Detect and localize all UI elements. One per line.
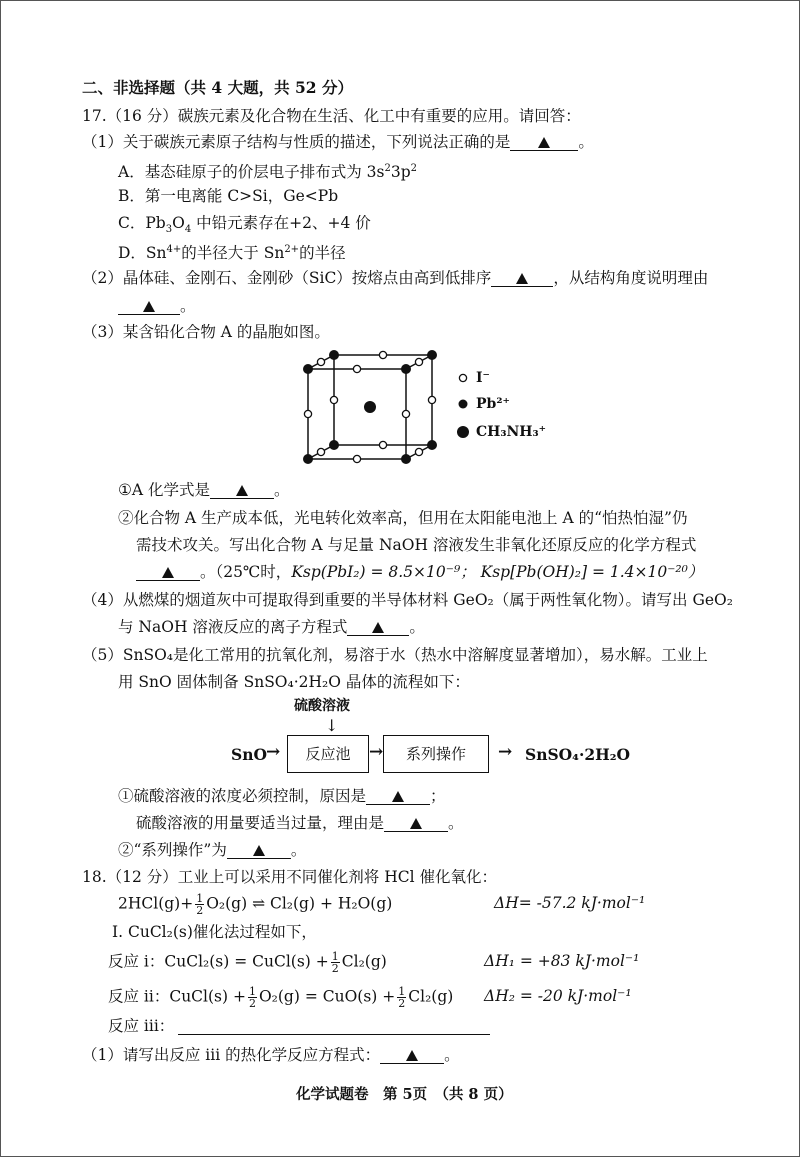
- answer-blank[interactable]: [366, 786, 430, 805]
- q17-p5-a2: 硫酸溶液的用量要适当过量，理由是 。: [136, 814, 464, 832]
- flow-box-operations: 系列操作: [383, 735, 489, 773]
- iodide-ion: [402, 410, 409, 417]
- q17-p2: （2）晶体硅、金刚石、金刚砂（SiC）按熔点由高到低排序 ，从结构角度说明理由: [82, 269, 709, 287]
- right-arrow-icon: →: [266, 742, 281, 762]
- triangle-icon: [516, 273, 528, 284]
- fraction-half: $\frac{1}{2}$: [196, 892, 204, 917]
- cation-corner: [401, 364, 411, 374]
- q17-option-c: C．$Pb_3O_4$ 中铅元素存在+2、+4 价: [118, 214, 371, 236]
- answer-blank[interactable]: [510, 132, 578, 151]
- answer-blank[interactable]: [384, 813, 448, 832]
- q17-p3a: ①A 化学式是 。: [118, 481, 290, 499]
- q17-p3b-line1: ②化合物 A 生产成本低，光电转化效率高，但用在太阳能电池上 A 的“怕热怕湿”仍: [118, 509, 688, 527]
- q17-p5-line2: 用 SnO 固体制备 SnSO₄·2H₂O 晶体的流程如下：: [118, 673, 470, 691]
- legend-iodide: [459, 374, 466, 381]
- answer-blank[interactable]: [491, 268, 553, 287]
- iodide-ion: [304, 410, 311, 417]
- iodide-ion: [415, 448, 422, 455]
- q17-p5-a1: ①硫酸溶液的浓度必须控制，原因是 ；: [118, 787, 446, 805]
- cation-corner: [303, 454, 313, 464]
- legend-symbols: [456, 370, 470, 450]
- triangle-icon: [236, 485, 248, 496]
- answer-blank[interactable]: [347, 617, 409, 636]
- flow-box-reactor: 反应池: [287, 735, 369, 773]
- legend-pb: [459, 400, 468, 409]
- q17-p3b-line3: 。（25℃时，Ksp(PbI₂) = 8.5×10⁻⁹； Ksp[Pb(OH)₂] = 1.4×10⁻²⁰）: [136, 562, 703, 582]
- flow-reagent: 硫酸溶液: [294, 698, 350, 714]
- q18-reaction-iii: 反应 iii：: [108, 1017, 175, 1035]
- pb-ion-center: [364, 401, 376, 413]
- triangle-icon: [538, 137, 550, 148]
- q17-p1: （1）关于碳族元素原子结构与性质的描述，下列说法正确的是 。: [82, 133, 594, 151]
- q18-equation-dh: ΔH= -57.2 kJ·mol⁻¹: [494, 894, 646, 912]
- iodide-ion: [379, 441, 386, 448]
- triangle-icon: [143, 301, 155, 312]
- cation-corner: [329, 440, 339, 450]
- q18-p1: （1）请写出反应 iii 的热化学反应方程式： 。: [82, 1046, 460, 1064]
- answer-blank[interactable]: [210, 480, 274, 499]
- crystal-cell-diagram: [296, 345, 446, 470]
- page-footer: 化学试题卷 第 5页 （共 8 页）: [296, 1086, 513, 1103]
- q17-p5-b: ②“系列操作”为 。: [118, 841, 307, 859]
- iodide-ion: [379, 351, 386, 358]
- q18-reaction-i-dh: ΔH₁ = +83 kJ·mol⁻¹: [484, 952, 640, 970]
- cation-corner: [303, 364, 313, 374]
- cation-corner: [329, 350, 339, 360]
- q17-p4-line2: 与 NaOH 溶液反应的离子方程式 。: [118, 618, 425, 636]
- legend-cation-label: CH₃NH₃⁺: [476, 424, 547, 440]
- right-arrow-icon: →: [498, 742, 513, 762]
- answer-blank[interactable]: [227, 840, 291, 859]
- iodide-ion: [353, 455, 360, 462]
- answer-blank[interactable]: [118, 296, 180, 315]
- iodide-ion: [317, 448, 324, 455]
- fraction-half: $\frac{1}{2}$: [248, 985, 256, 1010]
- q18-intro: 18.（12 分）工业上可以采用不同催化剂将 HCl 催化氧化：: [82, 868, 497, 886]
- cation-corner: [427, 350, 437, 360]
- q18-method: I. CuCl₂(s)催化法过程如下，: [112, 923, 317, 941]
- reaction-iii-blank[interactable]: [178, 1034, 490, 1035]
- q18-equation: 2HCl(g)+ $\frac{1}{2}$ O₂(g) ⇌ Cl₂(g) + H₂O(g): [118, 892, 393, 917]
- q17-p3: （3）某含铅化合物 A 的晶胞如图。: [82, 323, 330, 341]
- section-heading: 二、非选择题（共 4 大题，共 52 分）: [82, 78, 353, 97]
- fraction-half: $\frac{1}{2}$: [398, 985, 406, 1010]
- triangle-icon: [406, 1050, 418, 1061]
- answer-blank[interactable]: [136, 562, 200, 581]
- q17-option-a: A．基态硅原子的价层电子排布式为 $3s^23p^2$: [118, 163, 417, 182]
- triangle-icon: [410, 818, 422, 829]
- triangle-icon: [372, 622, 384, 633]
- q17-p3b-line2: 需技术攻关。写出化合物 A 与足量 NaOH 溶液发生非氧化还原反应的化学方程式: [136, 536, 697, 554]
- right-arrow-icon: →: [369, 742, 384, 762]
- legend-pb-label: Pb²⁺: [476, 396, 510, 412]
- q17-option-d: D．$Sn^{4+}$的半径大于 $Sn^{2+}$的半径: [118, 244, 346, 263]
- q17-intro: 17.（16 分）碳族元素及化合物在生活、化工中有重要的应用。请回答：: [82, 107, 581, 125]
- cation-corner: [401, 454, 411, 464]
- q18-reaction-ii-dh: ΔH₂ = -20 kJ·mol⁻¹: [484, 987, 632, 1005]
- iodide-ion: [330, 396, 337, 403]
- triangle-icon: [392, 791, 404, 802]
- iodide-ion: [428, 396, 435, 403]
- q18-reaction-i: 反应 i：CuCl₂(s) = CuCl(s) + $\frac{1}{2}$ Cl₂(g): [108, 950, 387, 975]
- triangle-icon: [162, 567, 174, 578]
- q17-option-b: B．第一电离能 C>Si，Ge<Pb: [118, 187, 339, 205]
- triangle-icon: [253, 845, 265, 856]
- flow-start: SnO: [231, 745, 267, 764]
- q17-p5-line1: （5）SnSO₄是化工常用的抗氧化剂，易溶于水（热水中溶解度显著增加），易水解。工业上: [82, 646, 708, 664]
- q18-reaction-ii: 反应 ii：CuCl(s) + $\frac{1}{2}$ O₂(g) = CuO(s) + $\frac{1}{2}$ Cl₂(g): [108, 985, 454, 1010]
- answer-blank[interactable]: [380, 1045, 444, 1064]
- q17-p2-cont: 。: [118, 296, 196, 316]
- cation-corner: [427, 440, 437, 450]
- iodide-ion: [415, 358, 422, 365]
- down-arrow-icon: ↓: [325, 716, 339, 735]
- iodide-ion: [317, 358, 324, 365]
- iodide-ion: [353, 365, 360, 372]
- legend-cation: [457, 426, 469, 438]
- q17-p4-line1: （4）从燃煤的烟道灰中可提取得到重要的半导体材料 GeO₂（属于两性氧化物）。请写出 GeO₂: [82, 591, 733, 609]
- legend-iodide-label: I⁻: [476, 370, 490, 386]
- flow-product: SnSO₄·2H₂O: [525, 745, 631, 764]
- fraction-half: $\frac{1}{2}$: [331, 950, 339, 975]
